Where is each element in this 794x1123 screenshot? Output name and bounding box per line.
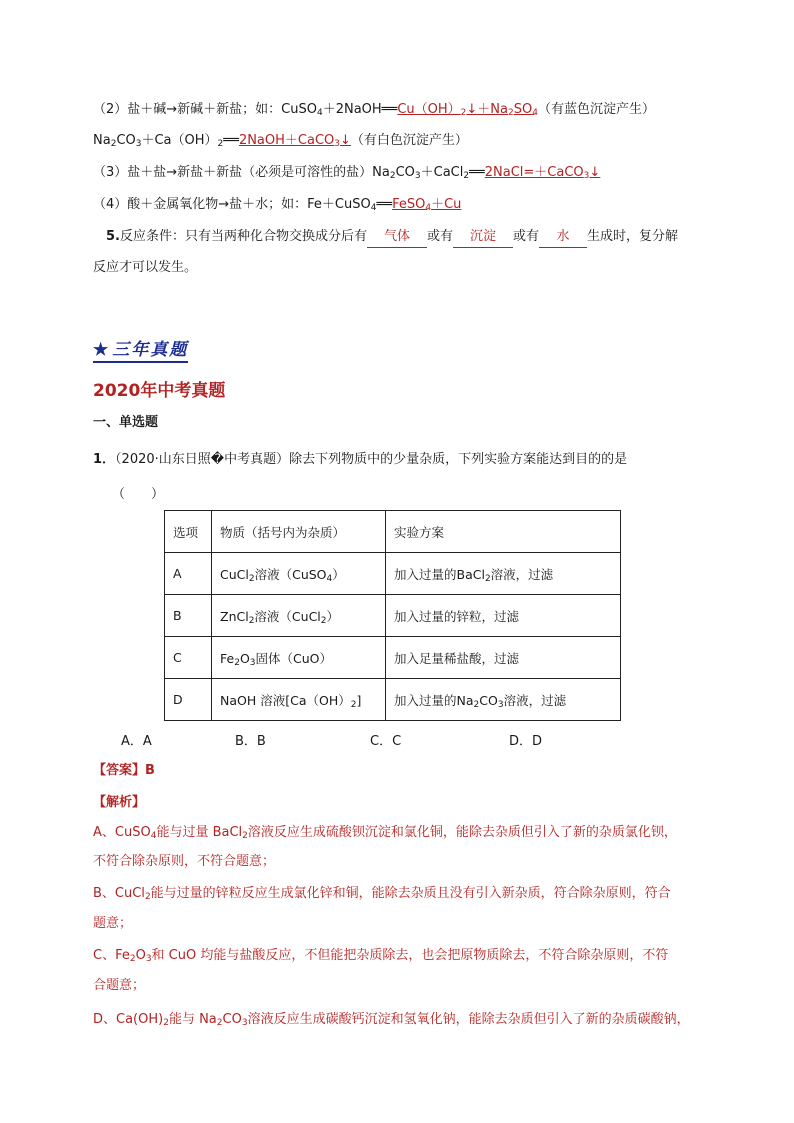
analysis-b-line-2: 题意； [93,916,133,931]
table-cell: 加入足量稀盐酸，过滤 [386,637,621,679]
table-cell: ZnCl$_2$溶液（CuCl$_2$） [212,595,386,637]
table-cell: NaOH 溶液$[Ca(OH)_2]$ [212,679,386,721]
star-icon: ★ [93,340,111,360]
reaction-condition-line-2: 反应才可以发生。 [93,260,198,275]
analysis-c-line-2: 合题意； [93,978,146,993]
analysis-a-line-2: 不符合除杂原则，不符合题意； [93,854,276,869]
table-row [165,679,621,721]
analysis-d-line-1: D、$Ca(OH)_2$能与 $Na_2CO_3$溶液反应生成碳酸钙沉淀和氢氧化钠，能除去杂质但引入了新的杂质碳酸钠， [93,1012,690,1028]
question-stem: 1．（2020·山东日照�中考真题）除去下列物质中的少量杂质，下列实验方案能达到目的的是 [93,452,628,467]
choice-c[interactable]: C．C [370,734,402,749]
choice-d[interactable]: D．D [509,734,543,749]
year-heading: 2020年中考真题 [93,381,226,401]
analysis-title: 【解析】 [93,795,146,810]
analysis-c-line-1: C、$Fe_2O_3$和 CuO 均能与盐酸反应，不但能把杂质除去，也会把原物质除去，不符合除杂原则，不符 [93,948,669,964]
reaction-line-2: （2）盐＋碱→新碱＋新盐；如：$CuSO_4+2NaOH══Cu(OH)_2↓+Na_2SO_4$（有蓝色沉淀产生） [93,102,655,118]
table-row [165,637,621,679]
table-cell: B [165,595,212,637]
analysis-b-line-1: B、CuCl$_2$能与过量的锌粒反应生成氯化锌和铜，能除去杂质且没有引入新杂质，符合除杂原则，符合 [93,886,671,902]
table-cell: 加入过量的BaCl$_2$溶液，过滤 [386,553,621,595]
table-cell: C [165,637,212,679]
section-heading: 一、单选题 [93,415,159,430]
table-cell: A [165,553,212,595]
table-header-cell: 物质（括号内为杂质） [212,511,386,553]
table-row [165,595,621,637]
blank-water: 水 [539,227,587,248]
analysis-a-line-1: A、CuSO$_4$能与过量 BaCl$_2$溶液反应生成硫酸钡沉淀和氯化铜，能除去杂质但引入了新的杂质氯化钡， [93,825,677,841]
reaction-line-2b: $Na_2CO_3+Ca(OH)_2══2NaOH+CaCO_3↓$（有白色沉淀产生） [93,133,468,149]
table-cell: CuCl$_2$溶液（CuSO$_4$） [212,553,386,595]
answer-paren: （ ） [112,487,165,502]
table-header-cell: 选项 [165,511,212,553]
reaction-line-3: （3）盐＋盐→新盐＋新盐（必须是可溶性的盐）$Na_2CO_3+CaCl_2══2NaCl=+CaCO_3↓$ [93,165,601,181]
choice-b[interactable]: B．B [235,734,266,749]
table-cell: $Fe_2O_3$固体（CuO） [212,637,386,679]
blank-gas: 气体 [367,227,427,248]
table-row [165,553,621,595]
reaction-line-4: （4）酸＋金属氧化物→盐＋水；如：Fe＋CuSO$_4$══FeSO$_4$＋Cu [93,197,462,213]
blank-precipitate: 沉淀 [453,227,513,248]
table-cell: 加入过量的锌粒，过滤 [386,595,621,637]
answer-label: 【答案】B [93,763,155,778]
table-header-row [165,511,621,553]
choice-a[interactable]: A．A [121,734,152,749]
table-cell: D [165,679,212,721]
reaction-condition-line: 5.反应条件：只有当两种化合物交换成分后有 气体 或有 沉淀 或有 水 生成时，复分解 [106,227,678,248]
three-year-badge: ★ 三年真题 [93,335,188,363]
table-header-cell: 实验方案 [386,511,621,553]
table-cell: 加入过量的$Na_2CO_3$溶液，过滤 [386,679,621,721]
options-table [164,510,621,721]
